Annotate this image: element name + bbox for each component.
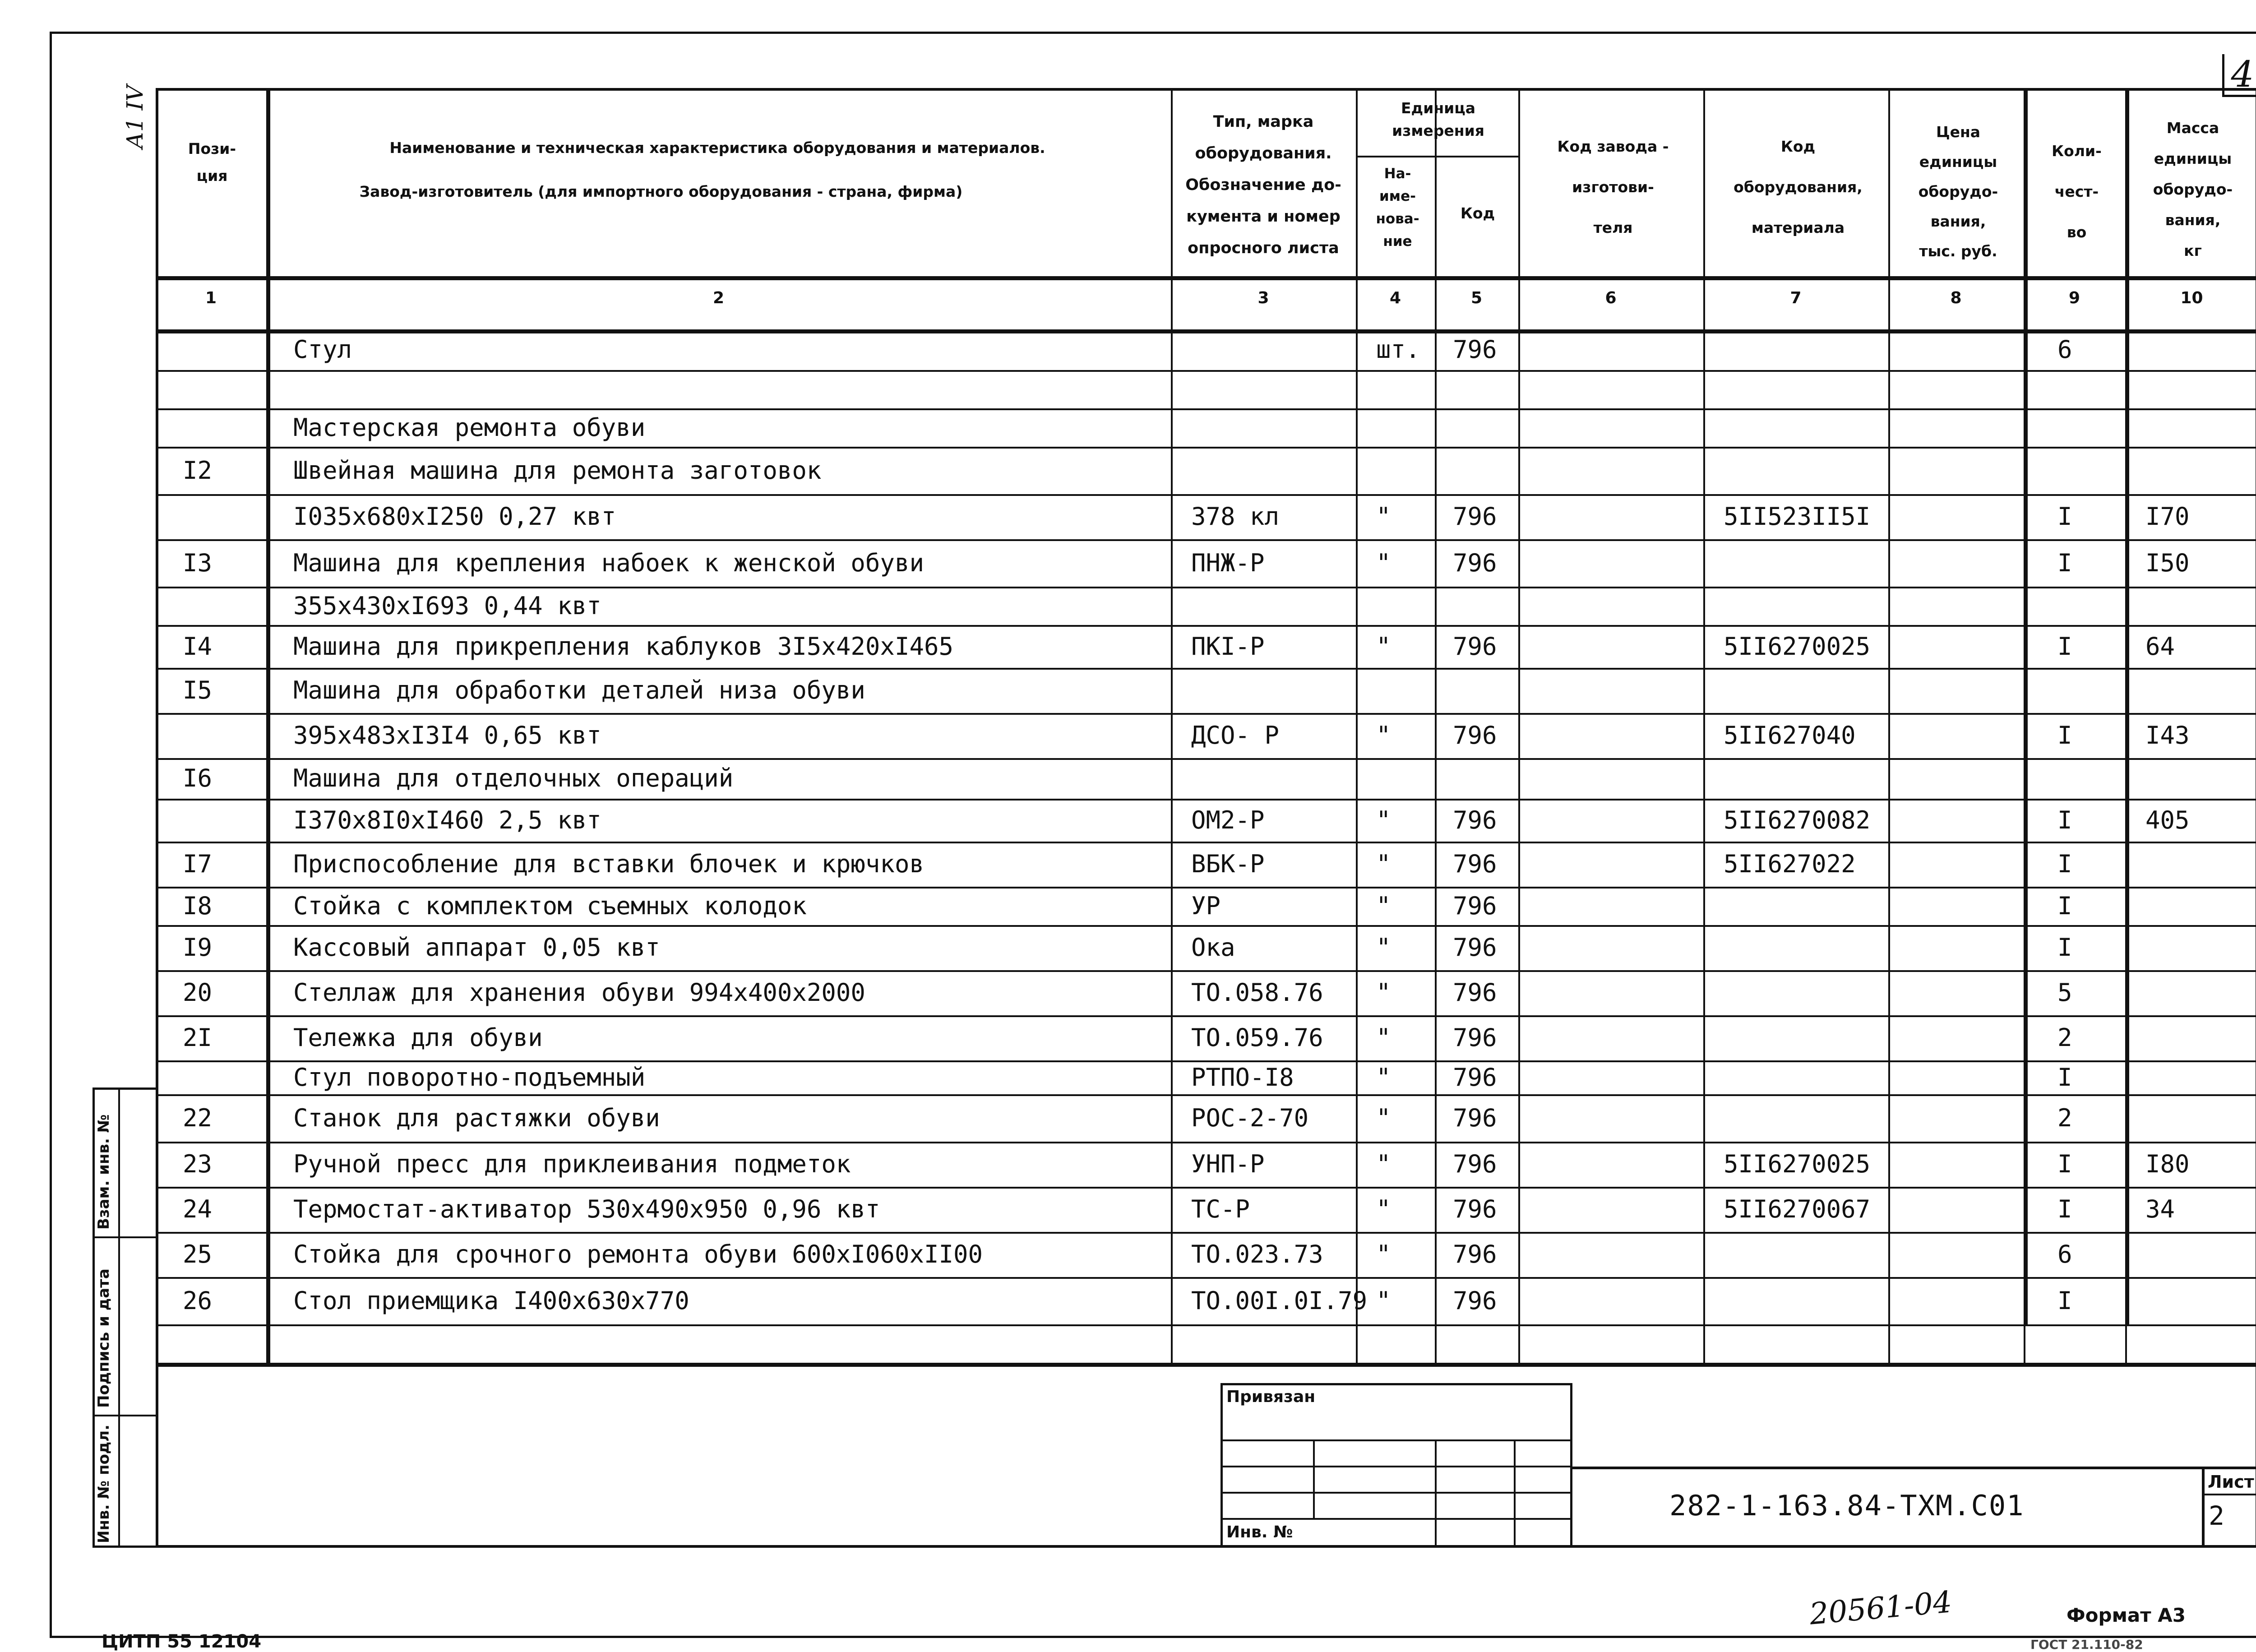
cell-unit-name: " (1376, 1103, 1391, 1132)
cell-unit-code: 796 (1453, 721, 1497, 750)
cell-name: Машина для прикрепления каблуков 3I5x420xI465 (293, 632, 953, 661)
row-divider (156, 713, 2256, 715)
cell-quantity: I (2057, 850, 2072, 878)
cell-unit-name: " (1376, 1150, 1391, 1178)
row-divider (156, 447, 2256, 449)
column-divider-bold (2125, 88, 2129, 1324)
cell-name: 355x430xI693 0,44 квт (293, 591, 601, 620)
cell-position: I8 (183, 891, 213, 920)
cell-name: Термостат-активатор 530x490x950 0,96 квт (293, 1195, 880, 1223)
cell-quantity: I (2057, 721, 2072, 750)
row-divider (156, 539, 2256, 541)
row-divider (156, 758, 2256, 760)
cell-unit-code: 796 (1453, 1286, 1497, 1315)
cell-type: ОМ2-Р (1191, 805, 1265, 834)
column-number: 9 (2068, 289, 2080, 307)
cell-name: Тележка для обуви (293, 1023, 543, 1052)
cell-name: 395x483xI3I4 0,65 квт (293, 721, 601, 750)
cell-unit-name: " (1376, 933, 1391, 962)
cell-type: УР (1191, 891, 1221, 920)
column-number: 5 (1470, 289, 1483, 307)
cell-mass: 34 (2145, 1195, 2175, 1223)
cell-unit-name: " (1376, 1023, 1391, 1052)
header-bottom-line (156, 276, 2256, 280)
row-divider (156, 1094, 2256, 1096)
header-unit-price: Цена единицы оборудо- вания, тыс. руб. (1918, 123, 1998, 260)
cell-unit-name: " (1376, 1195, 1391, 1223)
cell-type: ВБК-Р (1191, 850, 1265, 878)
column-number: 8 (1950, 289, 1962, 307)
standard-mark: ГОСТ 21.110-82 (2030, 1637, 2143, 1650)
cell-unit-name: " (1376, 850, 1391, 878)
cell-equipment-code: 5II6270067 (1724, 1195, 1871, 1223)
cell-mass: I50 (2145, 548, 2190, 577)
row-divider (156, 370, 2256, 372)
header-position: Пози- ция (188, 140, 236, 185)
row-divider (156, 408, 2256, 410)
cell-name: Приспособление для вставки блочек и крючков (293, 850, 924, 878)
column-number: 7 (1790, 289, 1802, 307)
cell-name: Стол приемщика I400x630x770 (293, 1286, 689, 1315)
cell-unit-code: 796 (1453, 1195, 1497, 1223)
cell-quantity: 2 (2057, 1103, 2072, 1132)
row-divider (156, 625, 2256, 627)
cell-quantity: I (2057, 1286, 2072, 1315)
header-quantity: Коли- чест- во (2052, 142, 2102, 241)
column-number: 4 (1389, 289, 1401, 307)
cell-name: Швейная машина для ремонта заготовок (293, 456, 822, 485)
cell-quantity: I (2057, 933, 2072, 962)
cell-position: I7 (183, 850, 213, 878)
cell-unit-code: 796 (1453, 978, 1497, 1007)
cell-quantity: I (2057, 1195, 2072, 1223)
cell-name: Машина для обработки деталей низа обуви (293, 676, 865, 704)
cell-mass: I80 (2145, 1150, 2190, 1178)
column-number: 10 (2180, 289, 2203, 307)
header-type: Тип, марка оборудования. Обозначение до- кумента и номер опросного листа (1185, 113, 1341, 257)
cell-type: Ока (1191, 933, 1235, 962)
header-unit-group: Единица измерения (1392, 99, 1484, 139)
cell-quantity: I (2057, 1063, 2072, 1092)
cell-position: 25 (183, 1240, 213, 1268)
row-divider (156, 668, 2256, 670)
document-code: 282-1-163.84-ТХМ.С01 (1669, 1489, 2025, 1522)
column-number: 1 (205, 289, 217, 307)
cell-name: Станок для растяжки обуви (293, 1103, 660, 1132)
cell-name: Стеллаж для хранения обуви 994x400x2000 (293, 978, 865, 1007)
cell-unit-code: 796 (1453, 850, 1497, 878)
cell-unit-code: 796 (1453, 335, 1497, 364)
cell-unit-name: " (1376, 548, 1391, 577)
cell-unit-name: " (1376, 1286, 1391, 1315)
cell-quantity: I (2057, 502, 2072, 531)
cell-quantity: I (2057, 548, 2072, 577)
cell-position: I6 (183, 764, 213, 792)
unit-group-divider (1356, 156, 1518, 157)
cell-position: 24 (183, 1195, 213, 1223)
row-divider (156, 842, 2256, 843)
header-equipment-code: Код оборудования, материала (1734, 138, 1863, 236)
row-divider (156, 1324, 2256, 1326)
cell-name: Кассовый аппарат 0,05 квт (293, 933, 660, 962)
cell-quantity: 6 (2057, 335, 2072, 364)
cell-name: Машина для отделочных операций (293, 764, 734, 792)
cell-position: I3 (183, 548, 213, 577)
cell-equipment-code: 5II523II5I (1724, 502, 1871, 531)
row-divider (156, 1015, 2256, 1017)
cell-name: Стойка для срочного ремонта обуви 600xI060xII00 (293, 1240, 983, 1268)
sheet-number: 2 (2209, 1500, 2224, 1531)
cell-unit-name: " (1376, 502, 1391, 531)
column-divider-bold (2024, 88, 2028, 1324)
cell-type: ПКI-Р (1191, 632, 1265, 661)
cell-quantity: 2 (2057, 1023, 2072, 1052)
cell-unit-name: " (1376, 891, 1391, 920)
cell-mass: I70 (2145, 502, 2190, 531)
archive-number: 20561-04 (1808, 1584, 1954, 1632)
row-divider (156, 970, 2256, 972)
row-divider (156, 1142, 2256, 1143)
cell-equipment-code: 5II627040 (1724, 721, 1856, 750)
corner-mark: 4 (2222, 54, 2256, 97)
cell-name: I370x8I0xI460 2,5 квт (293, 805, 601, 834)
inventory-label: Инв. № (1226, 1523, 1293, 1541)
cell-quantity: I (2057, 805, 2072, 834)
cell-unit-code: 796 (1453, 933, 1497, 962)
cell-position: 20 (183, 978, 213, 1007)
cell-mass: I43 (2145, 721, 2190, 750)
row-divider (156, 587, 2256, 588)
cell-quantity: I (2057, 1150, 2072, 1178)
cell-quantity: 5 (2057, 978, 2072, 1007)
cell-name: Стул (293, 335, 352, 364)
cell-position: 22 (183, 1103, 213, 1132)
row-divider (156, 1187, 2256, 1189)
cell-unit-name: " (1376, 1063, 1391, 1092)
cell-unit-name: " (1376, 805, 1391, 834)
side-label-replaced-inv: Взам. инв. № (95, 1114, 113, 1230)
side-label-signature-date: Подпись и дата (95, 1268, 113, 1408)
cell-type: РОС-2-70 (1191, 1103, 1309, 1132)
cell-mass: 405 (2145, 805, 2190, 834)
row-divider (156, 925, 2256, 927)
cell-name: Мастерская ремонта обуви (293, 413, 646, 442)
cell-type: ТО.00I.0I.79 (1191, 1286, 1368, 1315)
cell-type: ДСО- Р (1191, 721, 1280, 750)
cell-unit-code: 796 (1453, 1063, 1497, 1092)
cell-equipment-code: 5II6270025 (1724, 1150, 1871, 1178)
cell-type: РТПО-I8 (1191, 1063, 1294, 1092)
cell-name: Стойка с комплектом съемных колодок (293, 891, 807, 920)
cell-unit-name: " (1376, 721, 1391, 750)
cell-type: УНП-Р (1191, 1150, 1265, 1178)
cell-quantity: 6 (2057, 1240, 2072, 1268)
cell-unit-name: " (1376, 978, 1391, 1007)
side-label-inv-podl: Инв. № подл. (95, 1424, 113, 1543)
cell-type: ТО.058.76 (1191, 978, 1323, 1007)
table-bottom-line (156, 1363, 2256, 1367)
cell-unit-code: 796 (1453, 548, 1497, 577)
bound-label: Привязан (1226, 1388, 1316, 1406)
cell-position: I9 (183, 933, 213, 962)
cell-position: 23 (183, 1150, 213, 1178)
sheet-label: Лист (2208, 1472, 2254, 1492)
cell-unit-code: 796 (1453, 1240, 1497, 1268)
column-number: 3 (1257, 289, 1269, 307)
row-divider (156, 887, 2256, 888)
cell-unit-name: " (1376, 1240, 1391, 1268)
cell-unit-code: 796 (1453, 891, 1497, 920)
cell-type: 378 кл (1191, 502, 1280, 531)
row-divider (156, 1060, 2256, 1062)
column-number: 6 (1605, 289, 1617, 307)
cell-unit-code: 796 (1453, 805, 1497, 834)
format-label: Формат А3 (2066, 1604, 2186, 1626)
cell-equipment-code: 5II6270082 (1724, 805, 1871, 834)
header-manufacturer-code: Код завода - изготови- теля (1557, 138, 1669, 236)
cell-type: ТО.023.73 (1191, 1240, 1323, 1268)
row-divider (156, 1232, 2256, 1234)
cell-quantity: I (2057, 891, 2072, 920)
cell-unit-name: шт. (1376, 335, 1420, 364)
cell-position: 26 (183, 1286, 213, 1315)
cell-position: I2 (183, 456, 213, 485)
header-name-line2: Завод-изготовитель (для импортного оборудования - страна, фирма) (359, 183, 963, 200)
cell-type: ТО.059.76 (1191, 1023, 1323, 1052)
cell-name: Стул поворотно-подъемный (293, 1063, 646, 1092)
cell-position: I4 (183, 632, 213, 661)
row-divider (156, 799, 2256, 801)
cell-unit-code: 796 (1453, 502, 1497, 531)
cell-unit-code: 796 (1453, 632, 1497, 661)
cell-mass: 64 (2145, 632, 2175, 661)
header-unit-code: Код (1460, 204, 1495, 222)
cell-unit-code: 796 (1453, 1023, 1497, 1052)
row-divider (156, 1277, 2256, 1279)
header-name-line1: Наименование и техническая характеристика оборудования и материалов. (389, 139, 1045, 157)
cell-position: I5 (183, 676, 213, 704)
cell-name: Ручной пресс для приклеивания подметок (293, 1150, 851, 1178)
column-number-bottom-line (156, 329, 2256, 333)
row-divider (156, 494, 2256, 496)
printer-mark: ЦИТП 55 12104 (102, 1631, 262, 1652)
header-unit-name: На- име- нова- ние (1376, 166, 1419, 250)
cell-unit-name: " (1376, 632, 1391, 661)
cell-name: Машина для крепления набоек к женской обуви (293, 548, 924, 577)
cell-type: ТС-Р (1191, 1195, 1250, 1223)
format-mark: А1 IV (122, 85, 148, 149)
cell-equipment-code: 5II627022 (1724, 850, 1856, 878)
header-unit-mass: Масса единицы оборудо- вания, кг (2153, 119, 2233, 259)
cell-unit-code: 796 (1453, 1103, 1497, 1132)
cell-position: 2I (183, 1023, 213, 1052)
cell-unit-code: 796 (1453, 1150, 1497, 1178)
cell-quantity: I (2057, 632, 2072, 661)
cell-equipment-code: 5II6270025 (1724, 632, 1871, 661)
cell-name: I035x680xI250 0,27 квт (293, 502, 616, 531)
column-number: 2 (712, 289, 725, 307)
cell-type: ПНЖ-Р (1191, 548, 1265, 577)
